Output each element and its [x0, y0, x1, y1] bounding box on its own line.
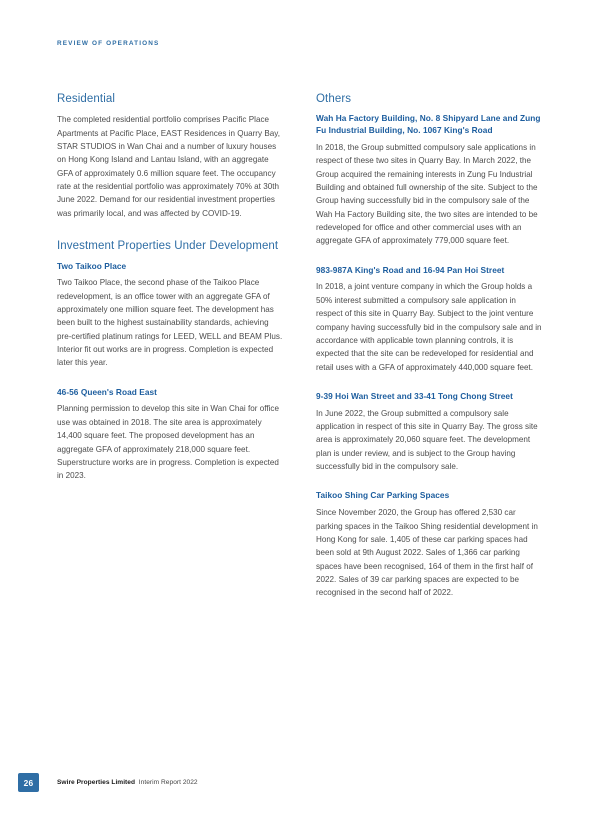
paragraph-wah-ha-factory-building: In 2018, the Group submitted compulsory sale applications in respect of these two sites in Quarry Bay. In March 2022, the Group acquired the remaining interests in Zung Fu Industrial Building and obtained full ownership of the site. Subject to the Group having successfully bid in the compulsory sale of the Wah Ha Factory Building site, the two sites are intended to be redeveloped for office and other commercial uses with an aggregate GFA of approximately 779,000 square feet.: [316, 142, 538, 246]
subheading-wah-ha-factory-building: Wah Ha Factory Building, No. 8 Shipyard Lane and Zung Fu Industrial Building, No. 1067 King's Road: [316, 113, 541, 136]
footer-company-name: Swire Properties Limited: [57, 779, 136, 786]
page-number-badge: 26: [18, 773, 39, 792]
right-column: [316, 92, 543, 600]
paragraph-two-taikoo-place: Two Taikoo Place, the second phase of the Taikoo Place redevelopment, is an office tower with an aggregate GFA of approximately one million square feet. The development has been built to the highest sustainability standards, achieving pre-certified platinum ratings for LEED, WELL and BEAM Plus. Interior fit out works are in progress. Completion is expected later this year.: [57, 278, 283, 368]
footer-caption: [57, 779, 198, 786]
section-title-investment-properties-under-development: Investment Properties Under Development: [57, 240, 279, 253]
paragraph-residential: The completed residential portfolio comprises Pacific Place Apartments at Pacific Place, EAST Residences in Quarry Bay, STAR STUDIOS in Wan Chai and a number of luxury houses on Hong Kong Island and Lantau Island, with an aggregate GFA of approximately 0.6 million square feet. The occupancy rate at the residential portfolio was approximately 70% at 30th June 2022. Demand for our residential investment properties was primarily local, and was affected by COVID-19.: [57, 115, 280, 218]
running-header: REVIEW OF OPERATIONS: [57, 40, 160, 47]
subheading-two-taikoo-place: Two Taikoo Place: [57, 260, 127, 271]
subheading-queens-road-east: 46-56 Queen's Road East: [57, 386, 157, 397]
paragraph-hoi-wan-street-tong-chong-street: In June 2022, the Group submitted a compulsory sale application in respect of this site in Quarry Bay. The gross site area is approximately 20,060 square feet. The development plan is under review, and is subject to the Group having successfully bid in the compulsory sale.: [316, 408, 538, 472]
footer-report-name: Interim Report 2022: [138, 779, 198, 786]
two-column-body: [57, 92, 543, 600]
section-title-others: Others: [316, 93, 352, 105]
subheading-kings-road-pan-hoi-street: 983-987A King's Road and 16-94 Pan Hoi Street: [316, 264, 505, 275]
paragraph-taikoo-shing-car-parking-spaces: Since November 2020, the Group has offered 2,530 car parking spaces in the Taikoo Shing residential development in Hong Kong for sale. 1,405 of these car parking spaces had been sold at 9th August 2022. Sales of 1,366 car parking spaces have been recognised, 164 of them in the first half of 2022. Sales of 39 car parking spaces are expected to be recognised in the second half of 2022.: [316, 508, 538, 598]
paragraph-kings-road-pan-hoi-street: In 2018, a joint venture company in which the Group holds a 50% interest submitted a compulsory sale application in respect of this site in Quarry Bay. Subject to the joint venture company having successfully bid in the compulsory sale and in accordance with applicable town planning controls, it is expected that the site can be redeveloped for residential and retail uses with a GFA of approximately 440,000 square feet.: [316, 282, 542, 372]
paragraph-queens-road-east: Planning permission to develop this site in Wan Chai for office use was obtained in 2018. The site area is approximately 14,400 square feet. The proposed development has an aggregate GFA of approximately 218,000 square feet. Superstructure works are in progress. Completion is expected in 2023.: [57, 404, 279, 481]
subheading-hoi-wan-street-tong-chong-street: 9-39 Hoi Wan Street and 33-41 Tong Chong Street: [316, 390, 513, 401]
page-footer: [18, 773, 198, 792]
subheading-taikoo-shing-car-parking-spaces: Taikoo Shing Car Parking Spaces: [316, 490, 450, 501]
left-column: [57, 92, 284, 600]
section-title-residential: Residential: [57, 93, 115, 105]
